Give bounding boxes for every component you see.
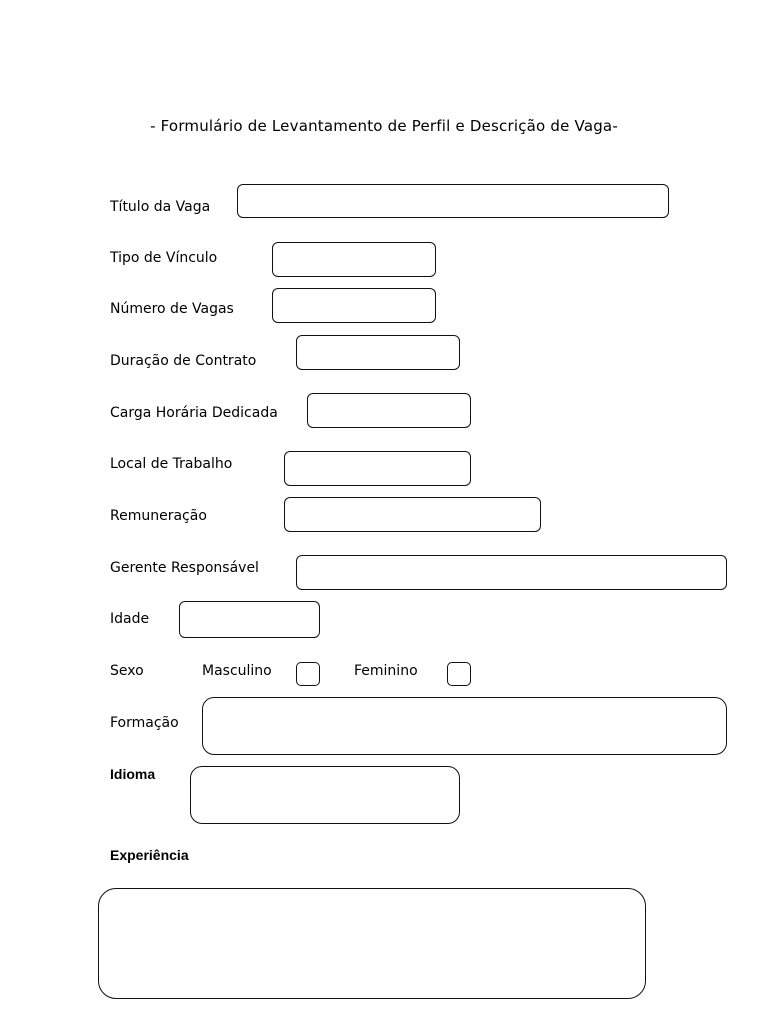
label-idioma: Idioma xyxy=(110,766,156,782)
experiencia-field[interactable] xyxy=(98,888,646,999)
carga-horaria-field[interactable] xyxy=(307,393,471,428)
label-experiencia: Experiência xyxy=(110,847,189,863)
label-tipo-vinculo: Tipo de Vínculo xyxy=(110,250,218,266)
feminino-checkbox[interactable] xyxy=(447,662,471,686)
label-formacao: Formação xyxy=(110,715,179,731)
label-idade: Idade xyxy=(110,611,150,627)
label-masculino: Masculino xyxy=(202,663,272,679)
duracao-contrato-field[interactable] xyxy=(296,335,460,370)
label-carga-horaria: Carga Horária Dedicada xyxy=(110,405,278,421)
local-trabalho-field[interactable] xyxy=(284,451,471,486)
formacao-field[interactable] xyxy=(202,697,727,755)
label-sexo: Sexo xyxy=(110,663,144,679)
masculino-checkbox[interactable] xyxy=(296,662,320,686)
remuneracao-field[interactable] xyxy=(284,497,541,532)
idioma-field[interactable] xyxy=(190,766,460,824)
label-feminino: Feminino xyxy=(354,663,418,679)
label-numero-vagas: Número de Vagas xyxy=(110,301,234,317)
label-local-trabalho: Local de Trabalho xyxy=(110,456,233,472)
label-remuneracao: Remuneração xyxy=(110,508,207,524)
titulo-vaga-field[interactable] xyxy=(237,184,669,218)
numero-vagas-field[interactable] xyxy=(272,288,436,323)
label-duracao-contrato: Duração de Contrato xyxy=(110,353,257,369)
label-gerente: Gerente Responsável xyxy=(110,560,259,576)
label-titulo-vaga: Título da Vaga xyxy=(110,199,211,215)
idade-field[interactable] xyxy=(179,601,320,638)
form-title: - Formulário de Levantamento de Perfil e Descrição de Vaga- xyxy=(150,117,618,135)
gerente-field[interactable] xyxy=(296,555,727,590)
tipo-vinculo-field[interactable] xyxy=(272,242,436,277)
